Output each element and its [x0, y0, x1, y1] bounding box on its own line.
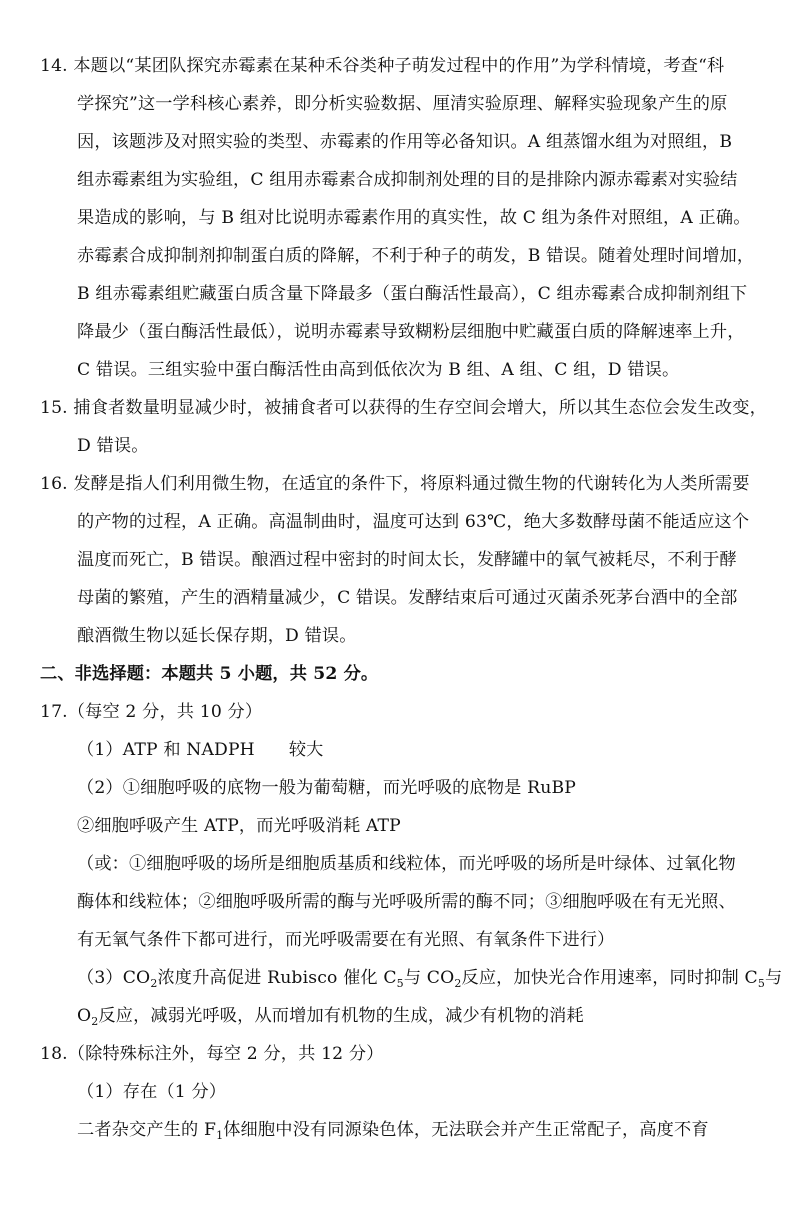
q14-line-2: 学探究”这一学科核心素养，即分析实验数据、厘清实验原理、解释实验现象产生的原	[77, 94, 728, 114]
q17-part3-line-1: $(3)CO_2$浓度升高促进 Rubisco 催化 $C_5$与 $CO_2$反应，加快光合作用速率，同时抑制 $C_5$与	[77, 968, 783, 990]
q14-line-5: 果造成的影响，与 B 组对比说明赤霉素作用的真实性，故 C 组为条件对照组，A 正确。	[77, 208, 751, 228]
q14-line-7: B 组赤霉素组贮藏蛋白质含量下降最多（蛋白酶活性最高），C 组赤霉素合成抑制剂组下	[77, 284, 748, 304]
q16-line-4: 母菌的繁殖，产生的酒精量减少，C 错误。发酵结束后可通过灭菌杀死茅台酒中的全部	[77, 588, 738, 608]
q14-line-6: 赤霉素合成抑制剂抑制蛋白质的降解，不利于种子的萌发，B 错误。随着处理时间增加，	[77, 246, 755, 266]
q18-part1: （1）存在（1 分）	[77, 1082, 227, 1102]
q15-line-2: D 错误。	[77, 436, 149, 456]
q16-line-1: 16. 发酵是指人们利用微生物，在适宜的条件下，将原料通过微生物的代谢转化为人类所需要	[40, 474, 750, 494]
q17-alt-line-1: （或：①细胞呼吸的场所是细胞质基质和线粒体，而光呼吸的场所是叶绿体、过氧化物	[77, 854, 736, 874]
q17-part1: （1）ATP 和 NADPH 较大	[77, 740, 324, 760]
q17-alt-line-2: 酶体和线粒体；②细胞呼吸所需的酶与光呼吸所需的酶不同；③细胞呼吸在有无光照、	[77, 892, 736, 912]
q17-header: 17.（每空 2 分，共 10 分）	[40, 702, 263, 722]
q17-part3-line-2: $O_2$反应，减弱光呼吸，从而增加有机物的生成，减少有机物的消耗	[77, 1006, 584, 1028]
q18-header: 18.（除特殊标注外，每空 2 分，共 12 分）	[40, 1044, 384, 1064]
q14-line-4: 组赤霉素组为实验组，C 组用赤霉素合成抑制剂处理的目的是排除内源赤霉素对实验结	[77, 170, 738, 190]
q14-line-3: 因，该题涉及对照实验的类型、赤霉素的作用等必备知识。A 组蒸馏水组为对照组，B	[77, 132, 733, 152]
q15-number: 15.	[40, 398, 68, 418]
q14-line-8: 降最少（蛋白酶活性最低），说明赤霉素导致糊粉层细胞中贮藏蛋白质的降解速率上升，	[77, 322, 745, 342]
q16-line-2: 的产物的过程，A 正确。高温制曲时，温度可达到 63℃，绝大多数酵母菌不能适应这个	[77, 512, 750, 532]
q16-line-3: 温度而死亡，B 错误。酿酒过程中密封的时间太长，发酵罐中的氧气被耗尽，不利于酵	[77, 550, 737, 570]
q14-line-9: C 错误。三组实验中蛋白酶活性由高到低依次为 B 组、A 组、C 组，D 错误。	[77, 360, 680, 380]
q14-number: 14.	[40, 56, 68, 76]
q17-part2-line-2: ②细胞呼吸产生 ATP，而光呼吸消耗 ATP	[77, 816, 401, 836]
section-heading: 二、非选择题：本题共 5 小题，共 52 分。	[40, 664, 379, 684]
q14-line-1: 14. 本题以“某团队探究赤霉素在某种禾谷类种子萌发过程中的作用”为学科情境，考查“科	[40, 56, 725, 76]
q15-line-1: 15. 捕食者数量明显减少时，被捕食者可以获得的生存空间会增大，所以其生态位会发生改变，	[40, 398, 767, 418]
q16-line-5: 酿酒微生物以延长保存期，D 错误。	[77, 626, 357, 646]
q18-part1-explanation: 二者杂交产生的 $F_1$体细胞中没有同源染色体，无法联会并产生正常配子，高度不育	[77, 1120, 709, 1142]
q16-number: 16.	[40, 474, 68, 494]
q17-part2-line-1: （2）①细胞呼吸的底物一般为葡萄糖，而光呼吸的底物是 RuBP	[77, 778, 576, 798]
q17-alt-line-3: 有无氧气条件下都可进行，而光呼吸需要在有光照、有氧条件下进行）	[77, 930, 615, 950]
